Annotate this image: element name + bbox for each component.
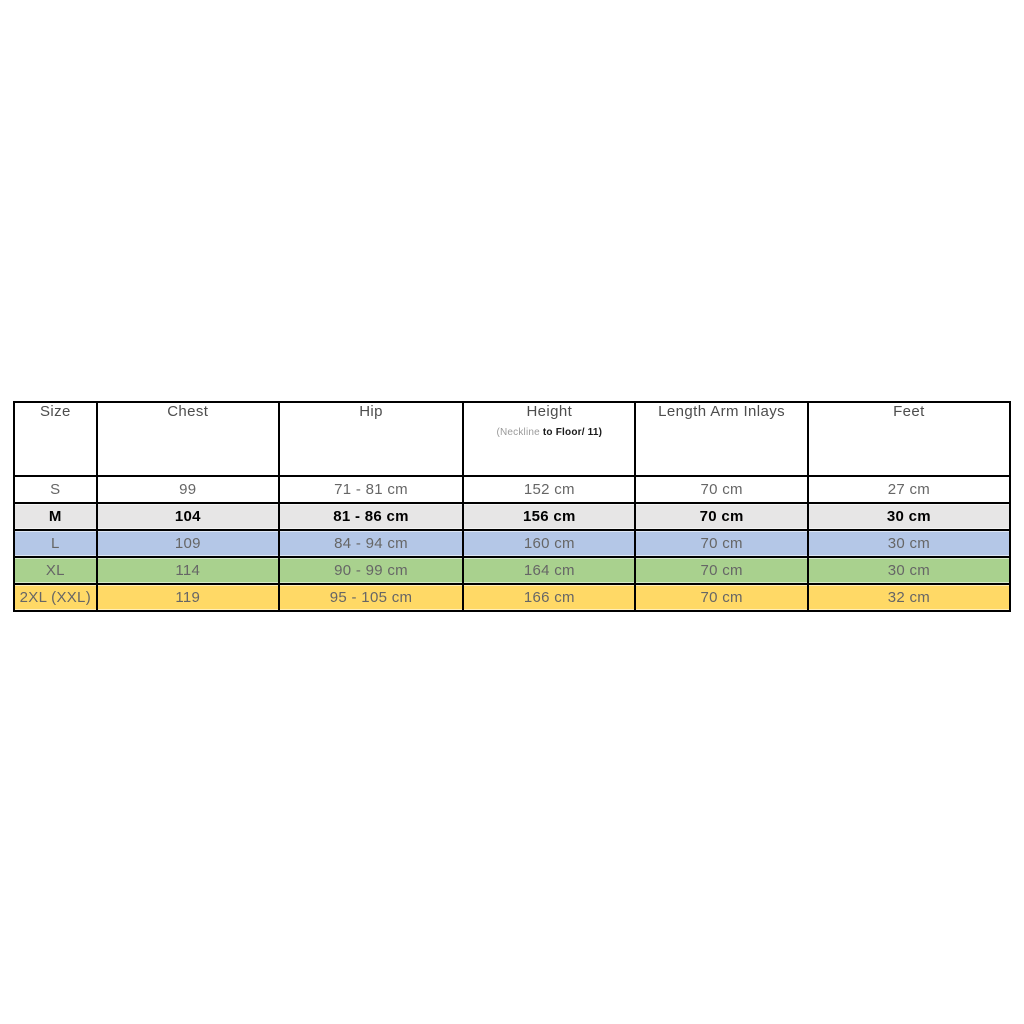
table-row-2xl <box>14 584 1010 611</box>
cell-feet: 30 cm <box>808 557 1010 584</box>
header-cell-size: Size <box>14 402 97 476</box>
cell-hip: 81 - 86 cm <box>279 503 463 530</box>
cell-arm: 70 cm <box>635 584 807 611</box>
cell-height: 152 cm <box>463 476 635 503</box>
cell-arm: 70 cm <box>635 557 807 584</box>
cell-size: L <box>14 530 97 557</box>
header-cell-arm-inlays: Length Arm Inlays <box>635 402 807 476</box>
cell-size: S <box>14 476 97 503</box>
table-row-m <box>14 503 1010 530</box>
cell-arm: 70 cm <box>635 530 807 557</box>
cell-hip: 90 - 99 cm <box>279 557 463 584</box>
table-row-xl <box>14 557 1010 584</box>
cell-chest: 114 <box>97 557 279 584</box>
cell-height: 164 cm <box>463 557 635 584</box>
cell-arm: 70 cm <box>635 476 807 503</box>
size-chart-table <box>13 401 1011 612</box>
cell-feet: 30 cm <box>808 530 1010 557</box>
cell-chest: 119 <box>97 584 279 611</box>
cell-hip: 84 - 94 cm <box>279 530 463 557</box>
cell-size: M <box>14 503 97 530</box>
cell-size: XL <box>14 557 97 584</box>
header-height-label: Height <box>526 403 573 420</box>
cell-chest: 109 <box>97 530 279 557</box>
header-height-note-light: (Neckline <box>496 427 540 438</box>
header-cell-feet: Feet <box>808 402 1010 476</box>
table-row-l <box>14 530 1010 557</box>
cell-feet: 30 cm <box>808 503 1010 530</box>
header-cell-height <box>463 402 635 476</box>
table-header-row <box>14 402 1010 476</box>
cell-chest: 99 <box>97 476 279 503</box>
cell-hip: 71 - 81 cm <box>279 476 463 503</box>
cell-height: 156 cm <box>463 503 635 530</box>
cell-size: 2XL (XXL) <box>14 584 97 611</box>
cell-hip: 95 - 105 cm <box>279 584 463 611</box>
cell-chest: 104 <box>97 503 279 530</box>
table-row-s <box>14 476 1010 503</box>
cell-feet: 32 cm <box>808 584 1010 611</box>
header-cell-hip: Hip <box>279 402 463 476</box>
cell-arm: 70 cm <box>635 503 807 530</box>
header-height-note <box>464 427 634 438</box>
header-height-note-bold: to Floor/ 11) <box>542 427 603 438</box>
cell-height: 160 cm <box>463 530 635 557</box>
cell-feet: 27 cm <box>808 476 1010 503</box>
cell-height: 166 cm <box>463 584 635 611</box>
header-cell-chest: Chest <box>97 402 279 476</box>
